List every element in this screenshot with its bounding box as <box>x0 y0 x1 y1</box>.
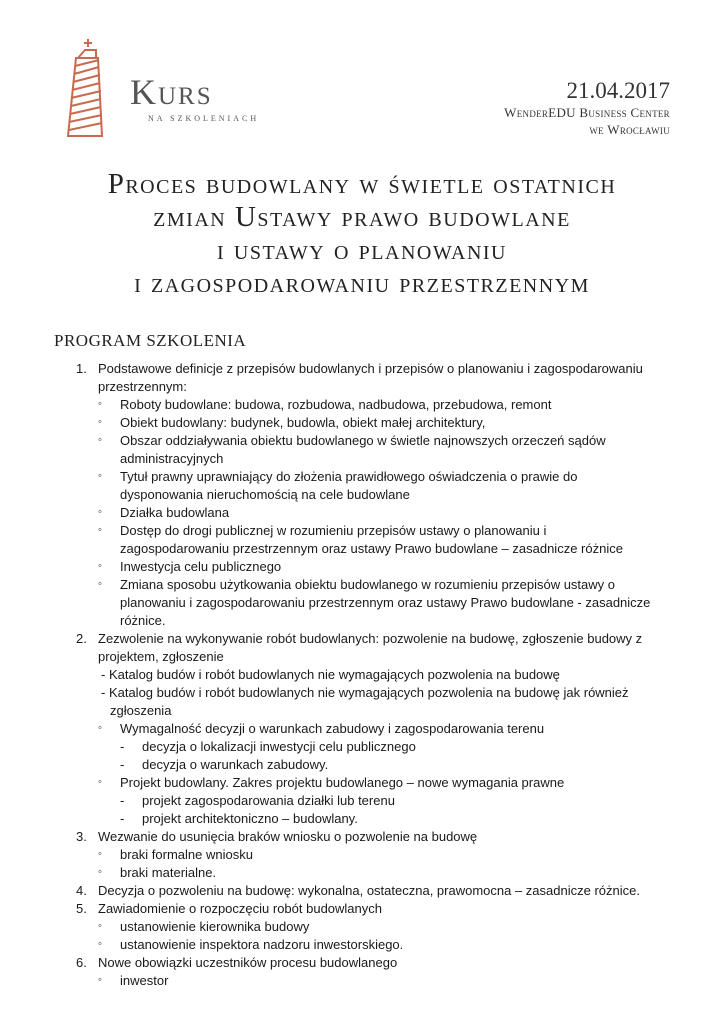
list-item: ◦ braki formalne wniosku <box>98 847 253 862</box>
bullet-icon: ◦ <box>98 506 102 518</box>
list-item: ◦ Zmiana sposobu użytkowania obiektu budowlanego w rozumieniu przepisów ustawy o <box>98 577 615 592</box>
bullet-icon: ◦ <box>98 578 102 590</box>
list-item-continuation: dysponowania nieruchomością na cele budowlane <box>120 487 410 502</box>
event-venue-line-1: WenderEDU Business Center <box>504 105 670 120</box>
event-date: 21.04.2017 <box>566 78 670 103</box>
list-item-title: 2. Zezwolenie na wykonywanie robót budowlanych: pozwolenie na budowę, zgłoszenie budowy z <box>76 631 643 646</box>
dash-item: - Katalog budów i robót budowlanych nie wymagających pozwolenia na budowę jak również <box>101 685 629 700</box>
document-title <box>0 168 724 300</box>
list-item: ◦ Wymagalność decyzji o warunkach zabudowy i zagospodarowania terenu <box>98 721 545 736</box>
list-item: ◦ ustanowienie inspektora nadzoru inwestorskiego. <box>98 937 404 952</box>
list-item-title: 5. Zawiadomienie o rozpoczęciu robót budowlanych <box>76 901 382 916</box>
list-item: ◦ Projekt budowlany. Zakres projektu budowlanego – nowe wymagania prawne <box>98 775 565 790</box>
bullet-icon: ◦ <box>98 722 102 734</box>
logo-name: Kurs <box>130 72 213 112</box>
sub-item: - decyzja o warunkach zabudowy. <box>120 757 329 772</box>
dash-icon: - <box>120 793 125 808</box>
sub-item: - decyzja o lokalizacji inwestycji celu publicznego <box>120 739 416 754</box>
list-number: 5. <box>76 901 87 916</box>
list-number: 6. <box>76 955 87 970</box>
sub-item: - projekt architektoniczno – budowlany. <box>120 811 358 826</box>
bullet-icon: ◦ <box>98 434 102 446</box>
title-line: i ustawy o planowaniu <box>216 234 508 266</box>
dash-icon: - <box>120 757 125 772</box>
dash-item: - Katalog budów i robót budowlanych nie wymagających pozwolenia na budowę <box>101 667 560 682</box>
bullet-icon: ◦ <box>98 938 102 950</box>
bullet-icon: ◦ <box>98 524 102 536</box>
list-item: ◦ inwestor <box>98 973 169 988</box>
title-line: i zagospodarowaniu przestrzennym <box>134 267 590 299</box>
bullet-icon: ◦ <box>98 416 102 428</box>
bullet-icon: ◦ <box>98 866 102 878</box>
title-line: Proces budowlany w świetle ostatnich <box>107 168 617 200</box>
bullet-icon: ◦ <box>98 560 102 572</box>
bullet-icon: ◦ <box>98 920 102 932</box>
list-item: ◦ Obiekt budowlany: budynek, budowla, obiekt małej architektury, <box>98 415 486 430</box>
dash-icon: - <box>120 811 125 826</box>
list-item: ◦ ustanowienie kierownika budowy <box>98 919 310 934</box>
list-number: 3. <box>76 829 87 844</box>
lighthouse-logo-icon <box>62 36 108 140</box>
list-item-continuation: planowaniu i zagospodarowaniu przestrzennym oraz ustawy Prawo budowlane - zasadnicze <box>120 595 651 610</box>
list-item-title: 4. Decyzja o pozwoleniu na budowę: wykonalna, ostateczna, prawomocna – zasadnicze różnice. <box>76 883 640 898</box>
title-line: zmian Ustawy prawo budowlane <box>153 201 571 233</box>
list-item-title: 6. Nowe obowiązki uczestników procesu budowlanego <box>76 955 398 970</box>
bullet-icon: ◦ <box>98 470 102 482</box>
program-heading: PROGRAM SZKOLENIA <box>54 331 247 350</box>
list-number: 1. <box>76 361 87 376</box>
list-item: ◦ Dostęp do drogi publicznej w rozumieniu przepisów ustawy o planowaniu i <box>98 523 547 538</box>
list-item: ◦ Działka budowlana <box>98 505 230 520</box>
list-item-title: 1. Podstawowe definicje z przepisów budowlanych i przepisów o planowaniu i zagospodarowaniu <box>76 361 643 376</box>
logo-wordmark <box>130 74 259 123</box>
list-item: ◦ Tytuł prawny uprawniający do złożenia prawidłowego oświadczenia o prawie do <box>98 469 578 484</box>
dash-item-continuation: zgłoszenia <box>110 703 172 718</box>
bullet-icon: ◦ <box>98 776 102 788</box>
list-number: 2. <box>76 631 87 646</box>
event-venue-line-2: we Wrocławiu <box>589 122 670 137</box>
list-item: ◦ Obszar oddziaływania obiektu budowlanego w świetle najnowszych orzeczeń sądów <box>98 433 606 448</box>
list-item: ◦ Roboty budowlane: budowa, rozbudowa, nadbudowa, przebudowa, remont <box>98 397 552 412</box>
list-item: ◦ braki materialne. <box>98 865 217 880</box>
list-item-title: przestrzennym: <box>98 379 187 394</box>
bullet-icon: ◦ <box>98 398 102 410</box>
program-list <box>54 360 674 990</box>
dash-icon: - <box>120 739 125 754</box>
list-item-continuation: administracyjnych <box>120 451 224 466</box>
bullet-icon: ◦ <box>98 974 102 986</box>
list-item-title: projektem, zgłoszenie <box>98 649 224 664</box>
event-info <box>504 78 670 138</box>
bullet-icon: ◦ <box>98 848 102 860</box>
list-item-continuation: zagospodarowaniu przestrzennym oraz ustawy Prawo budowlane – zasadnicze różnice <box>120 541 623 556</box>
list-item-continuation: różnice. <box>120 613 166 628</box>
list-item-title: 3. Wezwanie do usunięcia braków wniosku o pozwolenie na budowę <box>76 829 478 844</box>
sub-item: - projekt zagospodarowania działki lub terenu <box>120 793 395 808</box>
list-number: 4. <box>76 883 87 898</box>
logo-tagline: NA SZKOLENIACH <box>148 114 260 123</box>
list-item: ◦ Inwestycja celu publicznego <box>98 559 282 574</box>
